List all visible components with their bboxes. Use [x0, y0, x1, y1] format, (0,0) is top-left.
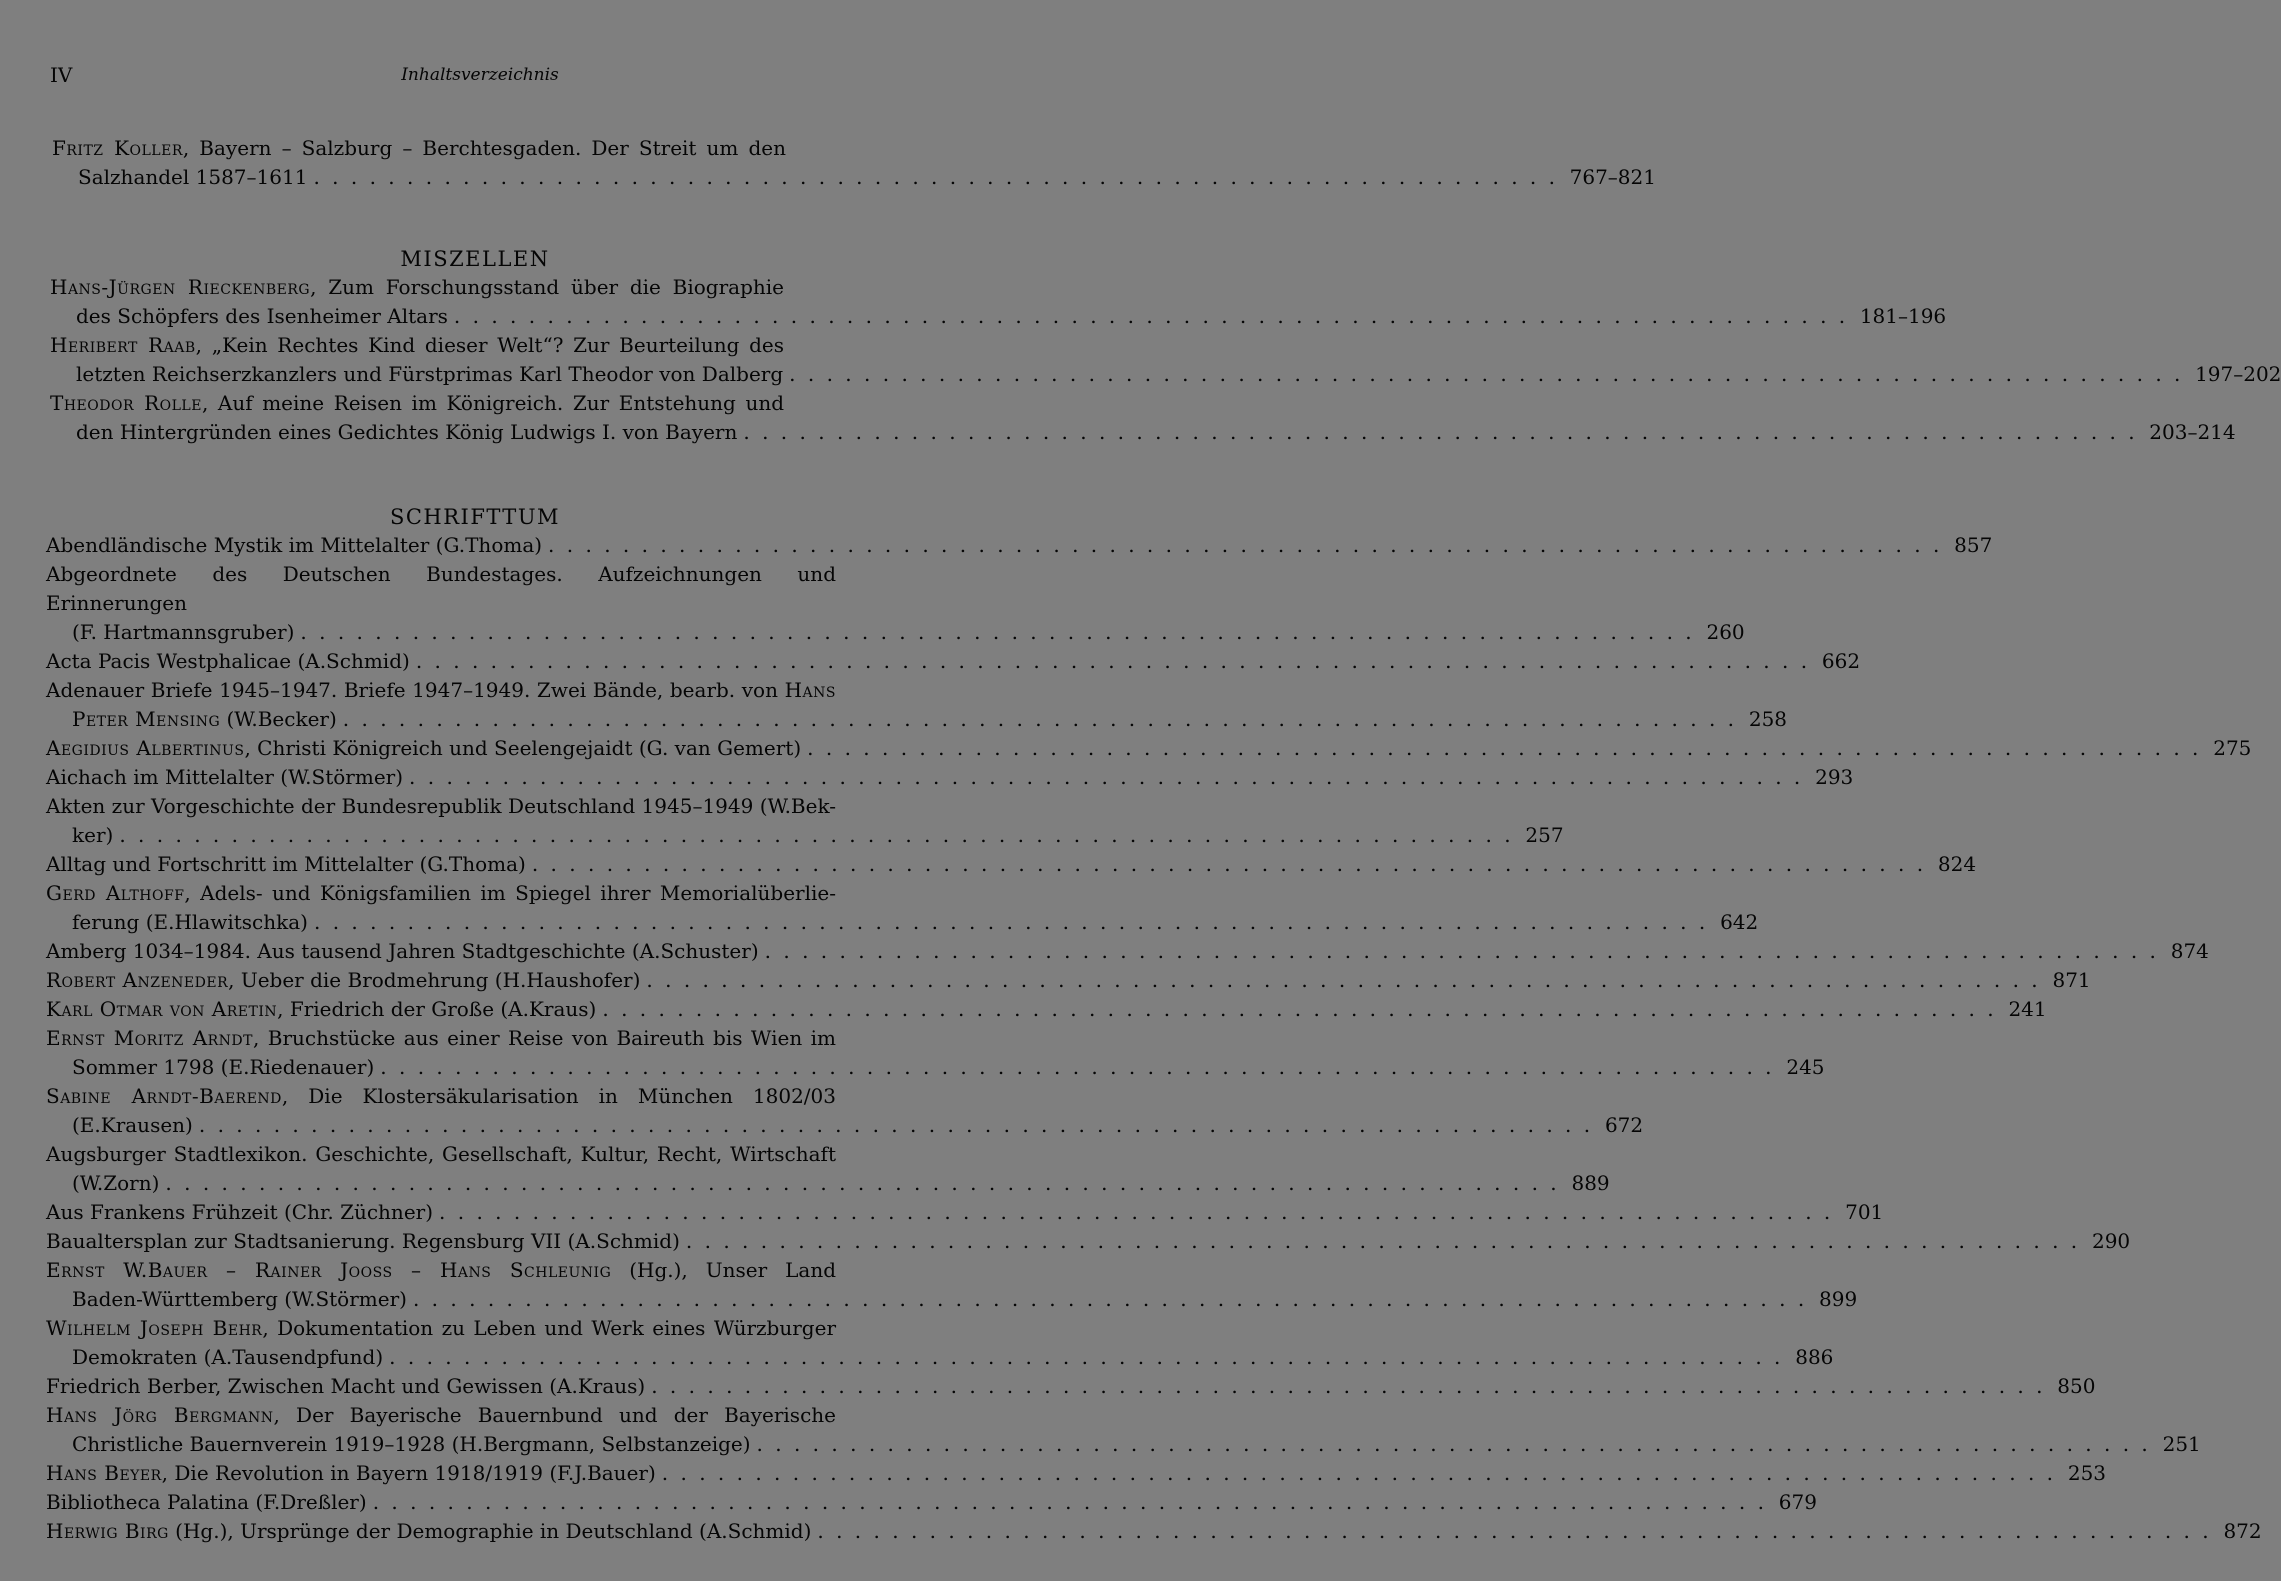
- toc-entry: [46, 1459, 2107, 1488]
- entry-author: Hans Beyer: [46, 1461, 162, 1485]
- entry-pages: 293: [1815, 765, 1854, 789]
- entry-title-cont: Sommer 1798 (E.Riedenauer): [72, 1055, 375, 1079]
- toc-entry: [46, 1517, 2262, 1546]
- entry-author: Ernst Moritz Arndt: [46, 1026, 253, 1050]
- entry-pages: 857: [1954, 533, 1993, 557]
- toc-entry: [50, 273, 1947, 331]
- entry-text: [72, 1343, 383, 1372]
- toc-entry: [46, 1256, 1858, 1314]
- entry-title: , Bruchstücke aus einer Reise von Baireuth bis Wien im: [253, 1026, 836, 1050]
- entry-pages: 899: [1819, 1287, 1858, 1311]
- dot-leader: . . . . . . . . . . . . . . . . . . . . . . . . . . . . . . . . . . . . . . . . . . . . . . . . . . . . . . . . . . . . . . . . . . . . . . . . . . .: [165, 1171, 1560, 1195]
- entry-line: [72, 1169, 1610, 1198]
- toc-entry: [46, 1198, 1884, 1227]
- entry-text: [46, 1198, 433, 1227]
- toc-entry: [46, 531, 1993, 560]
- dot-leader: . . . . . . . . . . . . . . . . . . . . . . . . . . . . . . . . . . . . . . . . . . . . . . . . . . . . . . . . . . . . . . . . . . . . . . . . . . .: [651, 1374, 2046, 1398]
- entry-line: [46, 966, 2091, 995]
- entry-text: [46, 1459, 656, 1488]
- dot-leader: . . . . . . . . . . . . . . . . . . . . . . . . . . . . . . . . . . . . . . . . . . . . . . . . . . . . . . . . . . . . . . . . . . . . . . . . . . .: [807, 736, 2202, 760]
- toc-entry: [46, 647, 1861, 676]
- entry-text: [72, 1169, 159, 1198]
- dot-leader: . . . . . . . . . . . . . . . . . . . . . . . . . . . . . . . . . . . . . . . . . . . . . . . . . . . . . . . . . . . . . . . . . . . . . . . . . . .: [314, 910, 1709, 934]
- miszellen-section: [0, 247, 2281, 447]
- entry-pages: 203–214: [2149, 420, 2236, 444]
- entry-title: (Hg.), Ursprünge der Demographie in Deutschland (A.Schmid): [168, 1519, 812, 1543]
- entry-line: [46, 531, 1993, 560]
- dot-leader: . . . . . . . . . . . . . . . . . . . . . . . . . . . . . . . . . . . . . . . . . . . . . . . . . . . . . . . . . . . . . . . . . . . . . . . . . . .: [439, 1200, 1834, 1224]
- entry-author: Gerd Althoff: [46, 881, 185, 905]
- entry-title-cont: ferung (E.Hlawitschka): [72, 910, 308, 934]
- entry-line: [46, 647, 1861, 676]
- entry-author: Ernst W.Bauer – Rainer Jooss – Hans Schleunig: [46, 1258, 612, 1282]
- entry-line: [46, 792, 836, 821]
- entry-title: , Die Klostersäkularisation in München 1802/03: [281, 1084, 836, 1108]
- entry-line: [72, 618, 1745, 647]
- schrifttum-section: [0, 505, 2262, 1546]
- section-heading: SCHRIFTTUM: [389, 505, 561, 529]
- entry-pages: 241: [2008, 997, 2047, 1021]
- entry-author: Aegidius Albertinus: [46, 736, 245, 760]
- entry-title: Bibliotheca Palatina (F.Dreßler): [46, 1490, 367, 1514]
- entry-text: [46, 647, 410, 676]
- entry-line: [76, 360, 2281, 389]
- entry-pages: 251: [2162, 1432, 2201, 1456]
- entry-text: [46, 1227, 680, 1256]
- dot-leader: . . . . . . . . . . . . . . . . . . . . . . . . . . . . . . . . . . . . . . . . . . . . . . . . . . . . . . . . . . . . . . . . . . . . . . . . . . .: [743, 420, 2138, 444]
- entry-line: [46, 1256, 836, 1285]
- entry-line: [52, 134, 786, 163]
- entry-text: [46, 937, 759, 966]
- entry-title: , Zum Forschungsstand über die Biographie: [310, 275, 785, 299]
- entry-pages: 872: [2223, 1519, 2262, 1543]
- entry-title: Amberg 1034–1984. Aus tausend Jahren Stadtgeschichte (A.Schuster): [46, 939, 759, 963]
- entry-title-cont: Christliche Bauernverein 1919–1928 (H.Bergmann, Selbstanzeige): [72, 1432, 751, 1456]
- entry-title: Akten zur Vorgeschichte der Bundesrepublik Deutschland 1945–1949 (W.Bek-: [46, 794, 836, 818]
- dot-leader: . . . . . . . . . . . . . . . . . . . . . . . . . . . . . . . . . . . . . . . . . . . . . . . . . . . . . . . . . . . . . . . . . . . . . . . . . . .: [817, 1519, 2212, 1543]
- entry-pages: 245: [1786, 1055, 1825, 1079]
- dot-leader: . . . . . . . . . . . . . . . . . . . . . . . . . . . . . . . . . . . . . . . . . . . . . . . . . . . . . . . . . . . . . . . . . . . . . . . . . . .: [548, 533, 1943, 557]
- entry-title-cont: (F. Hartmannsgruber): [72, 620, 295, 644]
- dot-leader: . . . . . . . . . . . . . . . . . . . . . . . . . . . . . . . . . . . . . . . . . . . . . . . . . . . . . . . . . . . . . . . . . . . . . . . . . . .: [415, 649, 1811, 673]
- toc-entry: [46, 560, 1745, 647]
- entry-line: [72, 821, 1564, 850]
- entry-text: [46, 531, 542, 560]
- entry-title: Abgeordnete des Deutschen Bundestages. Aufzeichnungen und Erinnerungen: [46, 562, 836, 615]
- dot-leader: . . . . . . . . . . . . . . . . . . . . . . . . . . . . . . . . . . . . . . . . . . . . . . . . . . . . . . . . . . . . . . . . . . . . . . . . . . .: [198, 1113, 1594, 1137]
- entry-line: [46, 1198, 1884, 1227]
- toc-entry: [46, 734, 2252, 763]
- entry-title: Alltag und Fortschritt im Mittelalter (G.Thoma): [46, 852, 526, 876]
- dot-leader: . . . . . . . . . . . . . . . . . . . . . . . . . . . . . . . . . . . . . . . . . . . . . . . . . . . . . . . . . . . . . . . . . . . . . . . . . . .: [756, 1432, 2151, 1456]
- article-entry: [0, 134, 1656, 192]
- toc-entry: [50, 389, 2236, 447]
- entry-text: [46, 763, 403, 792]
- entry-pages: 260: [1706, 620, 1745, 644]
- entry-line: [46, 879, 836, 908]
- entry-title-cont: ker): [72, 823, 114, 847]
- entry-line: [46, 1372, 2096, 1401]
- entry-author: Wilhelm Joseph Behr: [46, 1316, 263, 1340]
- entry-author: Robert Anzeneder: [46, 968, 229, 992]
- dot-leader: . . . . . . . . . . . . . . . . . . . . . . . . . . . . . . . . . . . . . . . . . . . . . . . . . . . . . . . . . . . . . . . . . . . . . . . . . . .: [389, 1345, 1784, 1369]
- dot-leader: . . . . . . . . . . . . . . . . . . . . . . . . . . . . . . . . . . . . . . . . . . . . . . . . . . . . . . . . . . . . . . . . . . . . . . . . . . .: [661, 1461, 2057, 1485]
- dot-leader: . . . . . . . . . . . . . . . . . . . . . . . . . . . . . . . . . . . . . . . . . . . . . . . . . . . . . . . . . . . . . . . . . . . . . . . . . . .: [789, 362, 2184, 386]
- miszellen-list: [0, 273, 2281, 447]
- entry-line: [72, 1430, 2201, 1459]
- entry-line: [46, 1140, 836, 1169]
- entry-title: , Auf meine Reisen im Königreich. Zur Entstehung und: [201, 391, 785, 415]
- dot-leader: . . . . . . . . . . . . . . . . . . . . . . . . . . . . . . . . . . . . . . . . . . . . . . . . . . . . . . . . . . . . . . . . . . . . . . . . . . .: [372, 1490, 1767, 1514]
- dot-leader: . . . . . . . . . . . . . . . . . . . . . . . . . . . . . . . . . . . . . . . . . . . . . . . . . . . . . . . . . . . . . . . . . . . . . . . . . . .: [412, 1287, 1808, 1311]
- entry-text: [72, 705, 337, 734]
- entry-author: Peter Mensing: [72, 707, 221, 731]
- entry-title: , Der Bayerische Bauernbund und der Bayerische: [273, 1403, 836, 1427]
- entry-pages: 662: [1821, 649, 1861, 673]
- dot-leader: . . . . . . . . . . . . . . . . . . . . . . . . . . . . . . . . . . . . . . . . . . . . . . . . . . . . . . . . . . . . . . . . . . . . . . . . . . .: [531, 852, 1927, 876]
- dot-leader: . . . . . . . . . . . . . . . . . . . . . . . . . . . . . . . . . . . . . . . . . . . . . . . . . . . . . . . . . . . . . . . . . . . . . . . . . . .: [380, 1055, 1775, 1079]
- entry-author: Heribert Raab: [50, 333, 196, 357]
- toc-entry: [46, 879, 1759, 937]
- entry-author: Theodor Rolle: [50, 391, 202, 415]
- entry-title: (Hg.), Unser Land: [611, 1258, 837, 1282]
- entry-pages: 181–196: [1859, 304, 1947, 328]
- entry-author: Karl Otmar von Aretin: [46, 997, 278, 1021]
- entry-text: [46, 1372, 645, 1401]
- entry-pages: 767–821: [1569, 165, 1656, 189]
- entry-title-cont: Baden-Württemberg (W.Störmer): [72, 1287, 407, 1311]
- entry-pages: 824: [1937, 852, 1977, 876]
- toc-entry: [46, 937, 2209, 966]
- entry-title: Abendländische Mystik im Mittelalter (G.Thoma): [46, 533, 543, 557]
- entry-text: [72, 1111, 193, 1140]
- entry-author: Hans: [784, 678, 836, 702]
- entry-line: [46, 1024, 836, 1053]
- dot-leader: . . . . . . . . . . . . . . . . . . . . . . . . . . . . . . . . . . . . . . . . . . . . . . . . . . . . . . . . . . . . . . . . . . . . . . . . . . .: [119, 823, 1514, 847]
- entry-pages: 290: [2091, 1229, 2131, 1253]
- toc-entry: [46, 763, 1854, 792]
- entry-pages: 871: [2052, 968, 2091, 992]
- entry-pages: 253: [2067, 1461, 2107, 1485]
- entry-text: [46, 1488, 367, 1517]
- entry-text: [72, 908, 308, 937]
- entry-line: [46, 560, 836, 618]
- entry-line: [46, 1488, 1817, 1517]
- entry-pages: 257: [1525, 823, 1564, 847]
- entry-text: [76, 302, 448, 331]
- entry-text: [46, 850, 526, 879]
- toc-entry: [46, 1227, 2131, 1256]
- entry-pages: 886: [1795, 1345, 1834, 1369]
- entry-line: [46, 1459, 2107, 1488]
- toc-entry: [46, 1401, 2201, 1459]
- entry-line: [72, 1285, 1858, 1314]
- entry-line: [46, 1082, 836, 1111]
- entry-line: [72, 1343, 1834, 1372]
- entry-title: Aichach im Mittelalter (W.Störmer): [46, 765, 404, 789]
- toc-entry: [46, 966, 2091, 995]
- entry-line: [46, 734, 2252, 763]
- entry-title-cont: letzten Reichserzkanzlers und Fürstprimas Karl Theodor von Dalberg: [76, 362, 784, 386]
- schrifttum-list: [0, 531, 2262, 1546]
- entry-author: Hans Jörg Bergmann: [46, 1403, 274, 1427]
- toc-entry: [46, 1314, 1834, 1372]
- toc-entry: [46, 850, 1977, 879]
- entry-title-cont: (W.Becker): [220, 707, 337, 731]
- entry-pages: 850: [2057, 1374, 2096, 1398]
- dot-leader: . . . . . . . . . . . . . . . . . . . . . . . . . . . . . . . . . . . . . . . . . . . . . . . . . . . . . . . . . . . . . . . . . . .: [313, 165, 1558, 189]
- entry-title-cont: Demokraten (A.Tausendpfund): [72, 1345, 384, 1369]
- entry-title-cont: des Schöpfers des Isenheimer Altars: [76, 304, 448, 328]
- entry-text: [46, 1517, 811, 1546]
- entry-line: [46, 1517, 2262, 1546]
- section-heading: MISZELLEN: [400, 247, 550, 271]
- entry-line: [76, 418, 2236, 447]
- entry-title: , Christi Königreich und Seelengejaidt (G. van Gemert): [244, 736, 802, 760]
- entry-line: [46, 995, 2047, 1024]
- entry-pages: 275: [2213, 736, 2252, 760]
- entry-title: , Dokumentation zu Leben und Werk eines Würzburger: [262, 1316, 836, 1340]
- dot-leader: . . . . . . . . . . . . . . . . . . . . . . . . . . . . . . . . . . . . . . . . . . . . . . . . . . . . . . . . . . . . . . . . . . . . . . . . . . .: [409, 765, 1804, 789]
- entry-line: [46, 763, 1854, 792]
- toc-entry: [46, 1140, 1610, 1198]
- dot-leader: . . . . . . . . . . . . . . . . . . . . . . . . . . . . . . . . . . . . . . . . . . . . . . . . . . . . . . . . . . . . . . . . . . . . . . . . . . .: [764, 939, 2159, 963]
- entry-title: Aus Frankens Frühzeit (Chr. Züchner): [46, 1200, 434, 1224]
- dot-leader: . . . . . . . . . . . . . . . . . . . . . . . . . . . . . . . . . . . . . . . . . . . . . . . . . . . . . . . . . . . . . . . . . . . . . . . . . . .: [685, 1229, 2081, 1253]
- toc-entry: [52, 134, 1656, 192]
- entry-pages: 679: [1778, 1490, 1817, 1514]
- entry-text: [46, 734, 801, 763]
- page-number: IV: [50, 63, 73, 87]
- entry-title-cont: (E.Krausen): [72, 1113, 193, 1137]
- entry-line: [46, 1401, 836, 1430]
- entry-author: Fritz Koller: [52, 136, 183, 160]
- entry-line: [46, 1314, 836, 1343]
- entry-line: [50, 273, 784, 302]
- toc-entry: [50, 331, 2281, 389]
- entry-text: [72, 1430, 751, 1459]
- dot-leader: . . . . . . . . . . . . . . . . . . . . . . . . . . . . . . . . . . . . . . . . . . . . . . . . . . . . . . . . . . . . . . . . . . . . . . . . . . .: [300, 620, 1695, 644]
- entry-title-cont: Salzhandel 1587–1611: [78, 165, 308, 189]
- entry-title-cont: (W.Zorn): [72, 1171, 160, 1195]
- entry-pages: 889: [1571, 1171, 1610, 1195]
- entry-author: Hans-Jürgen Rieckenberg: [50, 275, 311, 299]
- entry-line: [46, 937, 2209, 966]
- entry-line: [46, 1227, 2131, 1256]
- entry-line: [72, 705, 1788, 734]
- entry-author: Herwig Birg: [46, 1519, 169, 1543]
- entry-line: [72, 908, 1759, 937]
- entry-title: , Friedrich der Große (A.Kraus): [277, 997, 597, 1021]
- entry-pages: 642: [1720, 910, 1759, 934]
- entry-title: Adenauer Briefe 1945–1947. Briefe 1947–1949. Zwei Bände, bearb. von: [46, 678, 785, 702]
- running-title: Inhaltsverzeichnis: [401, 65, 559, 85]
- entry-line: [72, 1053, 1825, 1082]
- page-header: [50, 63, 910, 93]
- entry-pages: 701: [1845, 1200, 1884, 1224]
- entry-title-cont: den Hintergründen eines Gedichtes König Ludwigs I. von Bayern: [76, 420, 738, 444]
- entry-text: [46, 966, 640, 995]
- entry-pages: 874: [2170, 939, 2209, 963]
- entry-line: [46, 676, 836, 705]
- dot-leader: . . . . . . . . . . . . . . . . . . . . . . . . . . . . . . . . . . . . . . . . . . . . . . . . . . . . . . . . . . . . . . . . . . . . . . . . . . .: [453, 304, 1849, 328]
- entry-author: Sabine Arndt-Baerend: [46, 1084, 282, 1108]
- entry-title: , „Kein Rechtes Kind dieser Welt“? Zur Beurteilung des: [195, 333, 784, 357]
- entry-line: [50, 389, 784, 418]
- entry-title: , Bayern – Salzburg – Berchtesgaden. Der Streit um den: [182, 136, 786, 160]
- toc-entry: [46, 1024, 1825, 1082]
- entry-title: , Die Revolution in Bayern 1918/1919 (F.J.Bauer): [161, 1461, 656, 1485]
- entry-line: [78, 163, 1656, 192]
- entry-title: Friedrich Berber, Zwischen Macht und Gewissen (A.Kraus): [46, 1374, 646, 1398]
- entry-text: [72, 1285, 407, 1314]
- toc-entry: [46, 1488, 1817, 1517]
- entry-line: [76, 302, 1947, 331]
- dot-leader: . . . . . . . . . . . . . . . . . . . . . . . . . . . . . . . . . . . . . . . . . . . . . . . . . . . . . . . . . . . . . . . . . . . . . . . . . . .: [646, 968, 2041, 992]
- entry-pages: 197–202: [2195, 362, 2281, 386]
- toc-entry: [46, 792, 1564, 850]
- entry-text: [76, 360, 783, 389]
- entry-title: Baualtersplan zur Stadtsanierung. Regensburg VII (A.Schmid): [46, 1229, 680, 1253]
- entry-pages: 258: [1748, 707, 1788, 731]
- dot-leader: . . . . . . . . . . . . . . . . . . . . . . . . . . . . . . . . . . . . . . . . . . . . . . . . . . . . . . . . . . . . . . . . . . . . . . . . . . .: [342, 707, 1738, 731]
- entry-title: , Ueber die Brodmehrung (H.Haushofer): [228, 968, 641, 992]
- entry-line: [46, 850, 1977, 879]
- entry-title: Augsburger Stadtlexikon. Geschichte, Gesellschaft, Kultur, Recht, Wirtschaft: [46, 1142, 836, 1166]
- entry-text: [46, 995, 596, 1024]
- entry-text: [72, 1053, 374, 1082]
- toc-entry: [46, 676, 1788, 734]
- toc-entry: [46, 1372, 2096, 1401]
- entry-line: [50, 331, 784, 360]
- entry-text: [72, 618, 294, 647]
- toc-entry: [46, 1082, 1644, 1140]
- entry-pages: 672: [1604, 1113, 1644, 1137]
- entry-title: Acta Pacis Westphalicae (A.Schmid): [46, 649, 410, 673]
- entry-line: [72, 1111, 1644, 1140]
- toc-entry: [46, 995, 2047, 1024]
- entry-text: [72, 821, 113, 850]
- dot-leader: . . . . . . . . . . . . . . . . . . . . . . . . . . . . . . . . . . . . . . . . . . . . . . . . . . . . . . . . . . . . . . . . . . . . . . . . . . .: [602, 997, 1997, 1021]
- entry-title: , Adels- und Königsfamilien im Spiegel ihrer Memorialüberlie-: [184, 881, 836, 905]
- entry-text: [76, 418, 737, 447]
